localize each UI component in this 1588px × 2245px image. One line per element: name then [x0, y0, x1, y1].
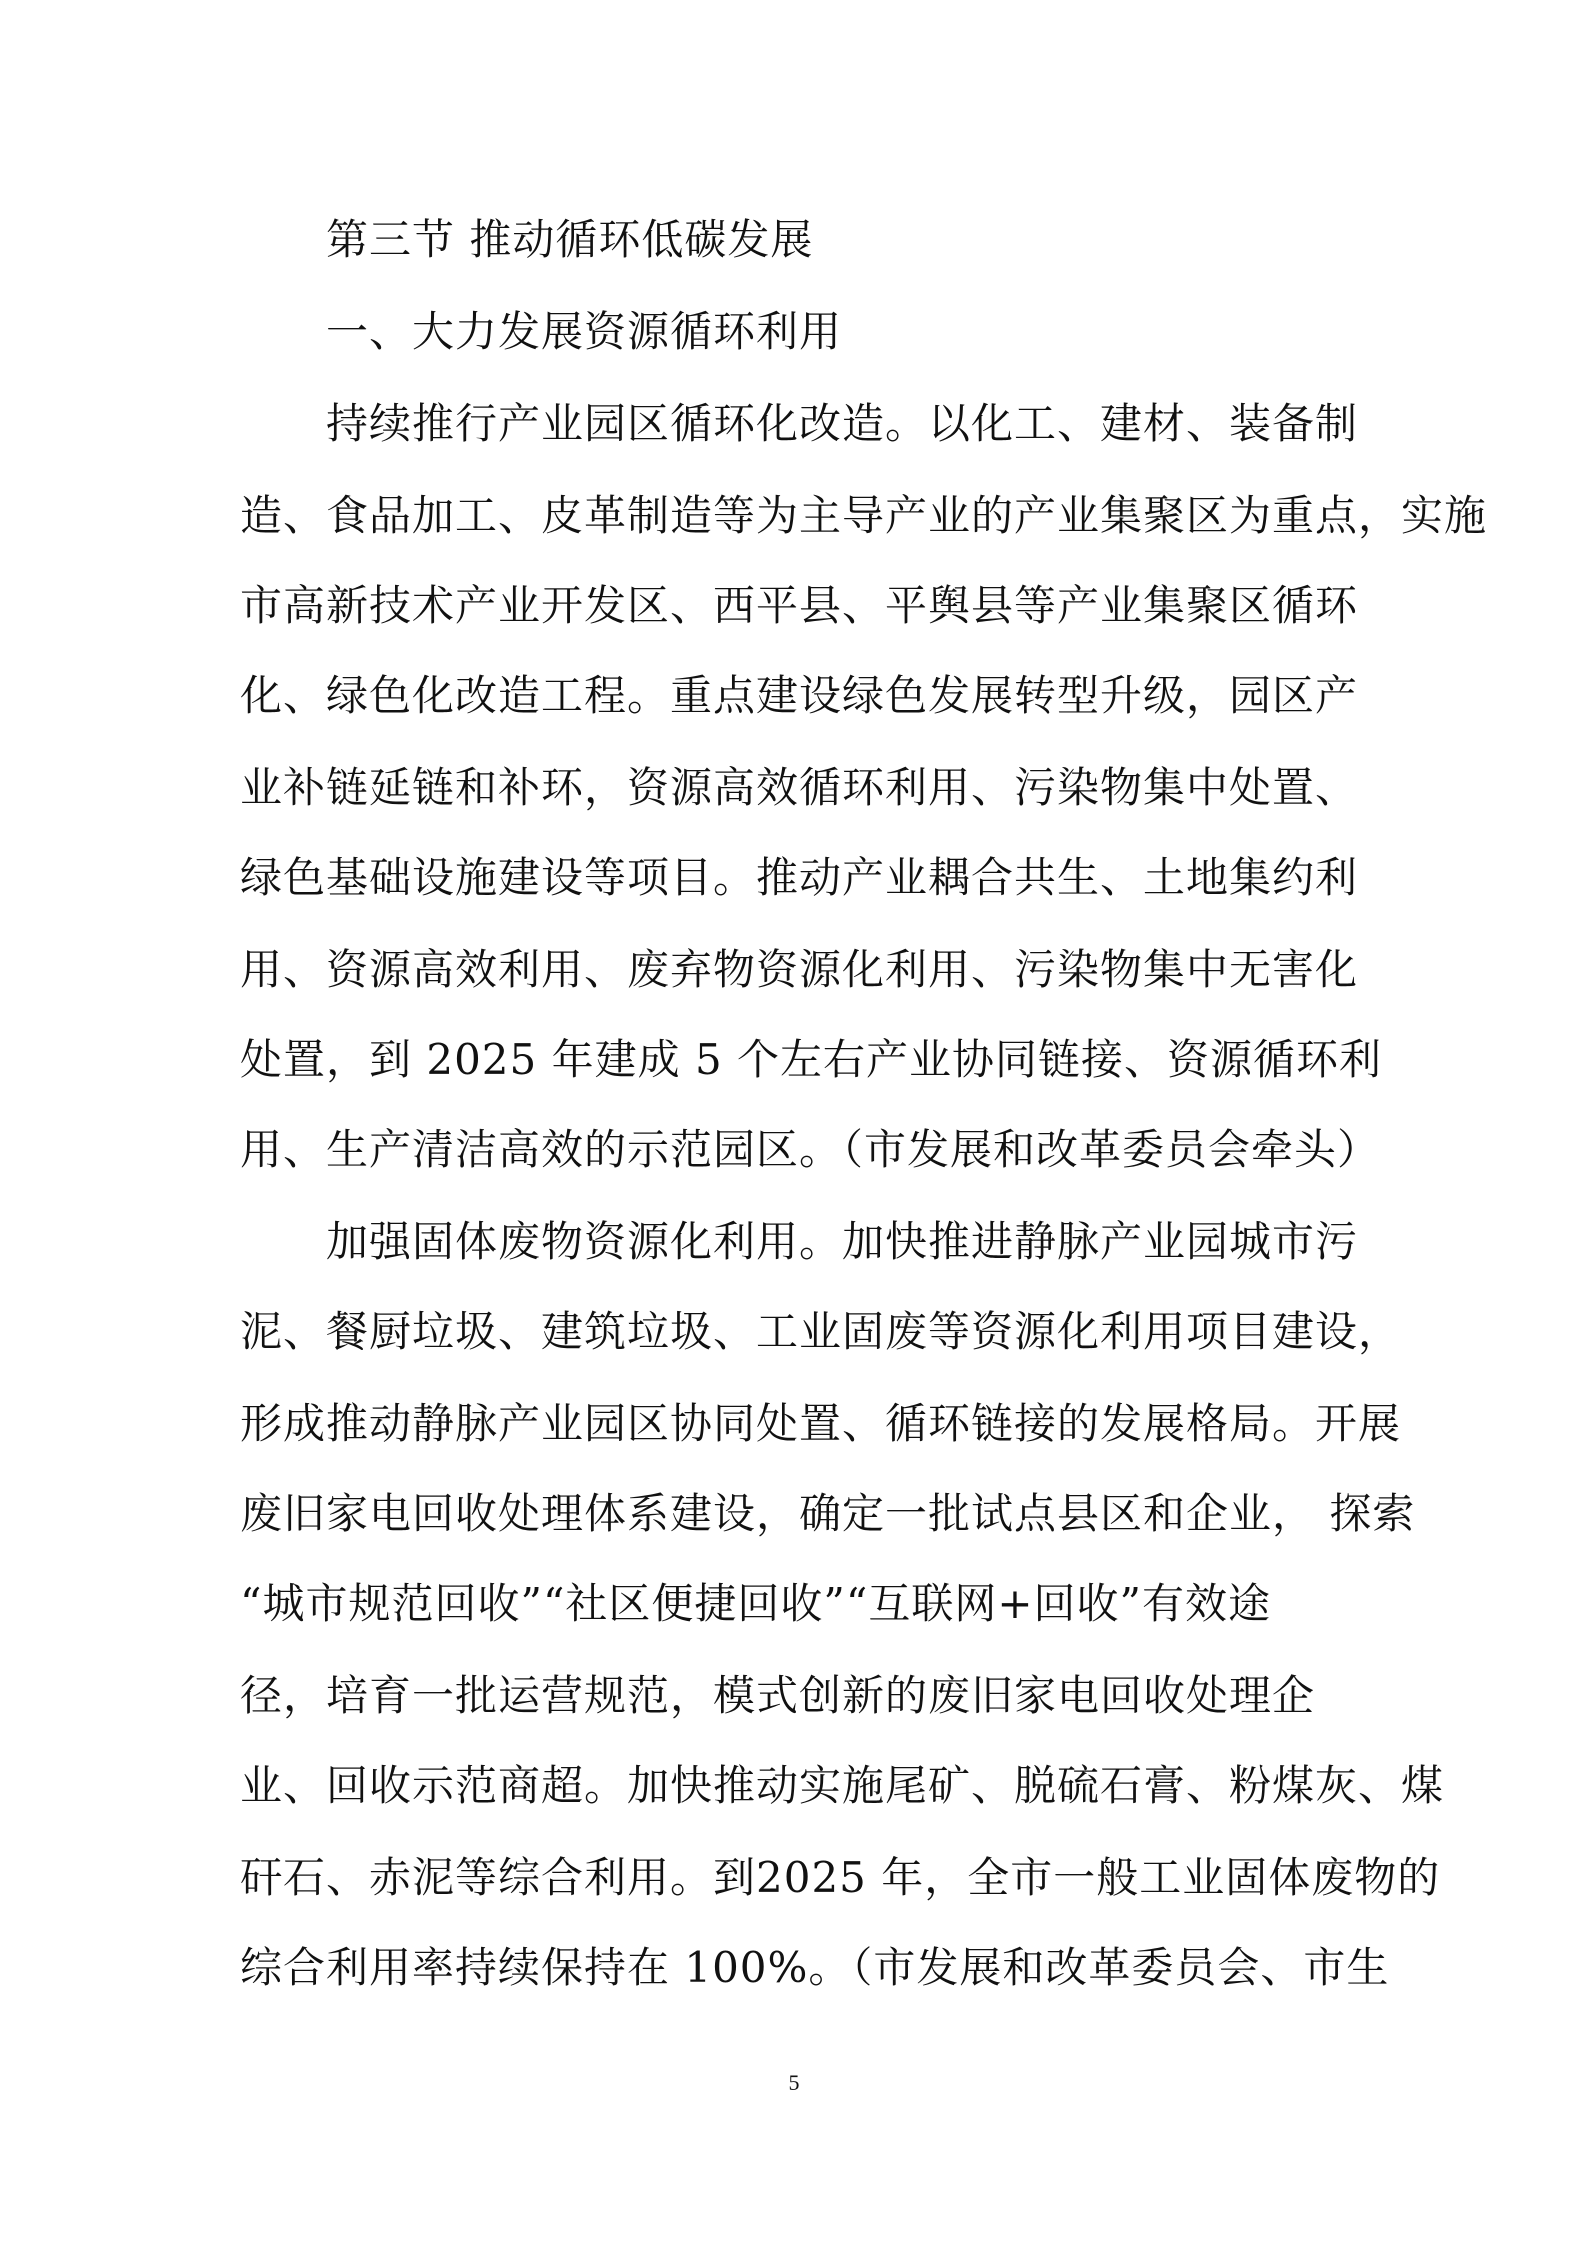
paragraph-line: 综合利用率持续保持在 100%。（市发展和改革委员会、市生: [240, 1943, 1390, 1992]
paragraph-line: 化、绿色化改造工程。重点建设绿色发展转型升级，园区产: [240, 671, 1359, 720]
paragraph-line: 用、资源高效利用、废弃物资源化利用、污染物集中无害化: [240, 945, 1359, 994]
paragraph-line: 业、回收示范商超。加快推动实施尾矿、脱硫石膏、粉煤灰、煤: [240, 1761, 1445, 1810]
paragraph-line: 形成推动静脉产业园区协同处置、循环链接的发展格局。开展: [240, 1399, 1402, 1448]
paragraph-line: 径，培育一批运营规范，模式创新的废旧家电回收处理企: [240, 1671, 1316, 1720]
paragraph-line: 造、食品加工、皮革制造等为主导产业的产业集聚区为重点，实施: [240, 491, 1488, 540]
paragraph-line: 处置，到 2025 年建成 5 个左右产业协同链接、资源循环利: [240, 1035, 1383, 1084]
paragraph-line: 用、生产清洁高效的示范园区。（市发展和改革委员会牵头）: [240, 1125, 1381, 1174]
paragraph-line: “城市规范回收”“社区便捷回收”“互联网+回收”有效途: [240, 1579, 1272, 1628]
paragraph-line: 市高新技术产业开发区、西平县、平舆县等产业集聚区循环: [240, 581, 1359, 630]
paragraph-line: 业补链延链和补环，资源高效循环利用、污染物集中处置、: [240, 763, 1359, 812]
page-number: 5: [788, 2070, 800, 2095]
paragraph-line: 绿色基础设施建设等项目。推动产业耦合共生、土地集约利: [240, 853, 1359, 902]
paragraph-line: 废旧家电回收处理体系建设，确定一批试点县区和企业， 探索: [240, 1489, 1416, 1538]
paragraph-line: 矸石、赤泥等综合利用。到2025 年，全市一般工业固体废物的: [240, 1853, 1441, 1902]
paragraph-line: 持续推行产业园区循环化改造。以化工、建材、装备制: [326, 399, 1359, 448]
paragraph-line: 泥、餐厨垃圾、建筑垃圾、工业固废等资源化利用项目建设，: [240, 1307, 1402, 1356]
paragraph-line: 加强固体废物资源化利用。加快推进静脉产业园城市污: [326, 1217, 1359, 1266]
section-title: 第三节 推动循环低碳发展: [326, 215, 814, 264]
subsection-title: 一、大力发展资源循环利用: [326, 307, 843, 356]
